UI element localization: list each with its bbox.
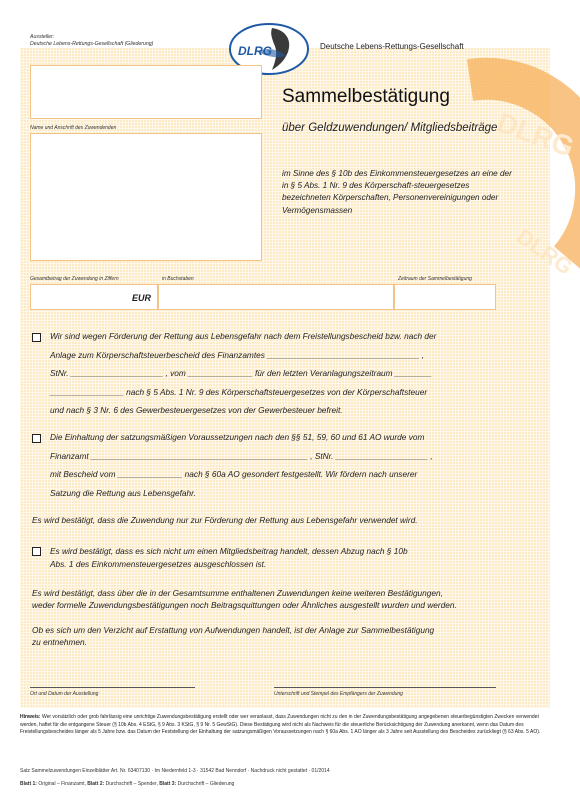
section2-line3: mit Bescheid vom ______________ nach § 60a AO gesondert festgestellt. Wir fördern nach unserer	[50, 469, 418, 479]
issuer-block	[30, 34, 153, 48]
sheet3-label: Blatt 3:	[159, 781, 177, 787]
sheet-distribution	[20, 781, 234, 787]
svg-text:DLRG: DLRG	[512, 223, 578, 280]
waiver-line2: zu entnehmen.	[32, 637, 87, 647]
organization-name: Deutsche Lebens-Rettungs-Gesellschaft	[320, 42, 464, 51]
statute-compliance-checkbox[interactable]	[32, 434, 41, 443]
section2-line1: Die Einhaltung der satzungsmäßigen Voraussetzungen nach den §§ 51, 59, 60 und 61 AO wurde vom	[50, 432, 425, 442]
place-date-line[interactable]	[30, 687, 195, 688]
legal-notice	[20, 714, 550, 737]
section1-line4: ________________ nach § 5 Abs. 1 Nr. 9 des Körperschaftsteuergesetzes von der Körperschaftsteuer	[50, 386, 428, 397]
sheet2-label: Blatt 2:	[87, 781, 105, 787]
sheet1-label: Blatt 1:	[20, 781, 37, 787]
section1-line2: Anlage zum Körperschaftsteuerbescheid des Finanzamtes _________________________________ ,	[50, 349, 425, 360]
signature-line[interactable]	[274, 687, 496, 688]
period-label: Zeitraum der Sammelbestätigung	[398, 276, 472, 282]
currency-label: EUR	[132, 293, 152, 303]
sheet2-text: Durchschrift – Spender,	[104, 781, 160, 787]
section1-line5: und nach § 3 Nr. 6 des Gewerbesteuergesetzes von der Gewerbesteuer befreit.	[50, 405, 343, 415]
waiver-line1: Ob es sich um den Verzicht auf Erstattung von Aufwendungen handelt, ist der Anlage zur Sammelbestätigung	[32, 625, 435, 635]
sheet1-text: Original – Finanzamt,	[36, 781, 88, 787]
amount-in-letters-label: in Buchstaben	[162, 276, 194, 282]
no-other-line2: weder formelle Zuwendungsbestätigungen noch Beitragsquittungen oder Ähnliches ausgestellt wurden und werden.	[32, 600, 457, 610]
logo-text: DLRG	[238, 44, 272, 58]
section1-line3: StNr. ____________________ , vom ______________ für den letzten Veranlagungszeitraum ________	[50, 368, 432, 378]
watermark-text: DLRG	[492, 106, 579, 163]
section3-line2: Abs. 1 des Einkommensteuergesetzes ausgeschlossen ist.	[50, 559, 267, 569]
tax-exemption-text	[50, 327, 520, 420]
section3-line1: Es wird bestätigt, dass es sich nicht um einen Mitgliedsbeitrag handelt, dessen Abzug nach § 10b	[50, 546, 408, 556]
legal-reference: im Sinne des § 10b des Einkommensteuergesetzes an eine der in § 5 Abs. 1 Nr. 9 des Körperschaft-steuergesetzes bezeichneten Körperschaften, Personenvereinigungen oder Vermögensmassen	[282, 169, 512, 215]
donor-address-box[interactable]	[30, 133, 262, 261]
sheet3-text: Durchschrift – Gliederung	[176, 781, 235, 787]
tax-exemption-checkbox[interactable]	[32, 333, 41, 342]
no-other-line1: Es wird bestätigt, dass über die in der Gesamtsumme enthaltenen Zuwendungen keine weiteren Bestätigungen,	[32, 588, 443, 598]
print-info: Satz Sammelzuwendungen Einzelblätter Art. Nr. 63407130 · Im Niedernfeld 1-3 · 31542 Bad Nenndorf · Nachdruck nicht gestattet · 01/2014	[20, 768, 330, 774]
place-date-label: Ort und Datum der Ausstellung	[30, 691, 99, 697]
issuer-value: Deutsche Lebens-Rettungs-Gesellschaft (Gliederung)	[30, 41, 154, 47]
not-membership-fee-checkbox[interactable]	[32, 547, 41, 556]
section1-line1: Wir sind wegen Förderung der Rettung aus Lebensgefahr nach dem Freistellungsbescheid bzw. nach der	[50, 331, 437, 341]
donor-label: Name und Anschrift des Zuwendenden	[30, 125, 117, 131]
statute-compliance-text	[50, 428, 520, 502]
period-field[interactable]	[394, 284, 496, 310]
section2-line2: Finanzamt _______________________________________________ , StNr. ____________________ ,	[50, 450, 433, 461]
amount-in-letters-field[interactable]	[158, 284, 394, 310]
purpose-confirmation: Es wird bestätigt, dass die Zuwendung nur zur Förderung der Rettung aus Lebensgefahr verwendet wird.	[32, 515, 418, 525]
document-title: Sammelbestätigung	[282, 86, 450, 107]
total-amount-label: Gesamtbetrag der Zuwendung in Ziffern	[30, 276, 119, 282]
expense-waiver-text	[32, 624, 532, 648]
signature-label: Unterschrift und Stempel des Empfängers der Zuwendung	[274, 691, 403, 697]
document-subtitle: über Geldzuwendungen/ Mitgliedsbeiträge	[282, 122, 498, 134]
notice-label: Hinweis:	[20, 714, 41, 720]
notice-text: Wer vorsätzlich oder grob fahrlässig eine unrichtige Zuwendungsbestätigung erstellt oder wer veranlasst, dass Zuwendungen nicht zu den in der Zuwendungsbestätigung angegebenen steuerbegünstigten Zwecken verwendet werden, haftet für die entgangene Steuer (§ 10b Abs. 4 EStG, § 9 Abs. 3 KStG, § 9 Nr. 5 GewStG). Diese Bestätigung wird nicht als Nachweis für die steuerliche Berücksichtigung der Zuwendung anerkannt, wenn das Datum des Freistellungsbescheides länger als 5 Jahre bzw. das Datum der Feststellung der Einhaltung der satzungsmäßigen Voraussetzungen nach § 60a Abs. 1 AO länger als 3 Jahre seit Ausstellung des Bescheides zurückliegt (§ 63 Abs. 5 AO).	[20, 714, 541, 736]
donor-top-box[interactable]	[30, 65, 262, 119]
not-membership-fee-text	[50, 545, 520, 571]
issuer-label: Aussteller:	[30, 34, 55, 40]
section2-line4: Satzung die Rettung aus Lebensgefahr.	[50, 487, 196, 498]
no-other-confirmations-text	[32, 587, 532, 611]
